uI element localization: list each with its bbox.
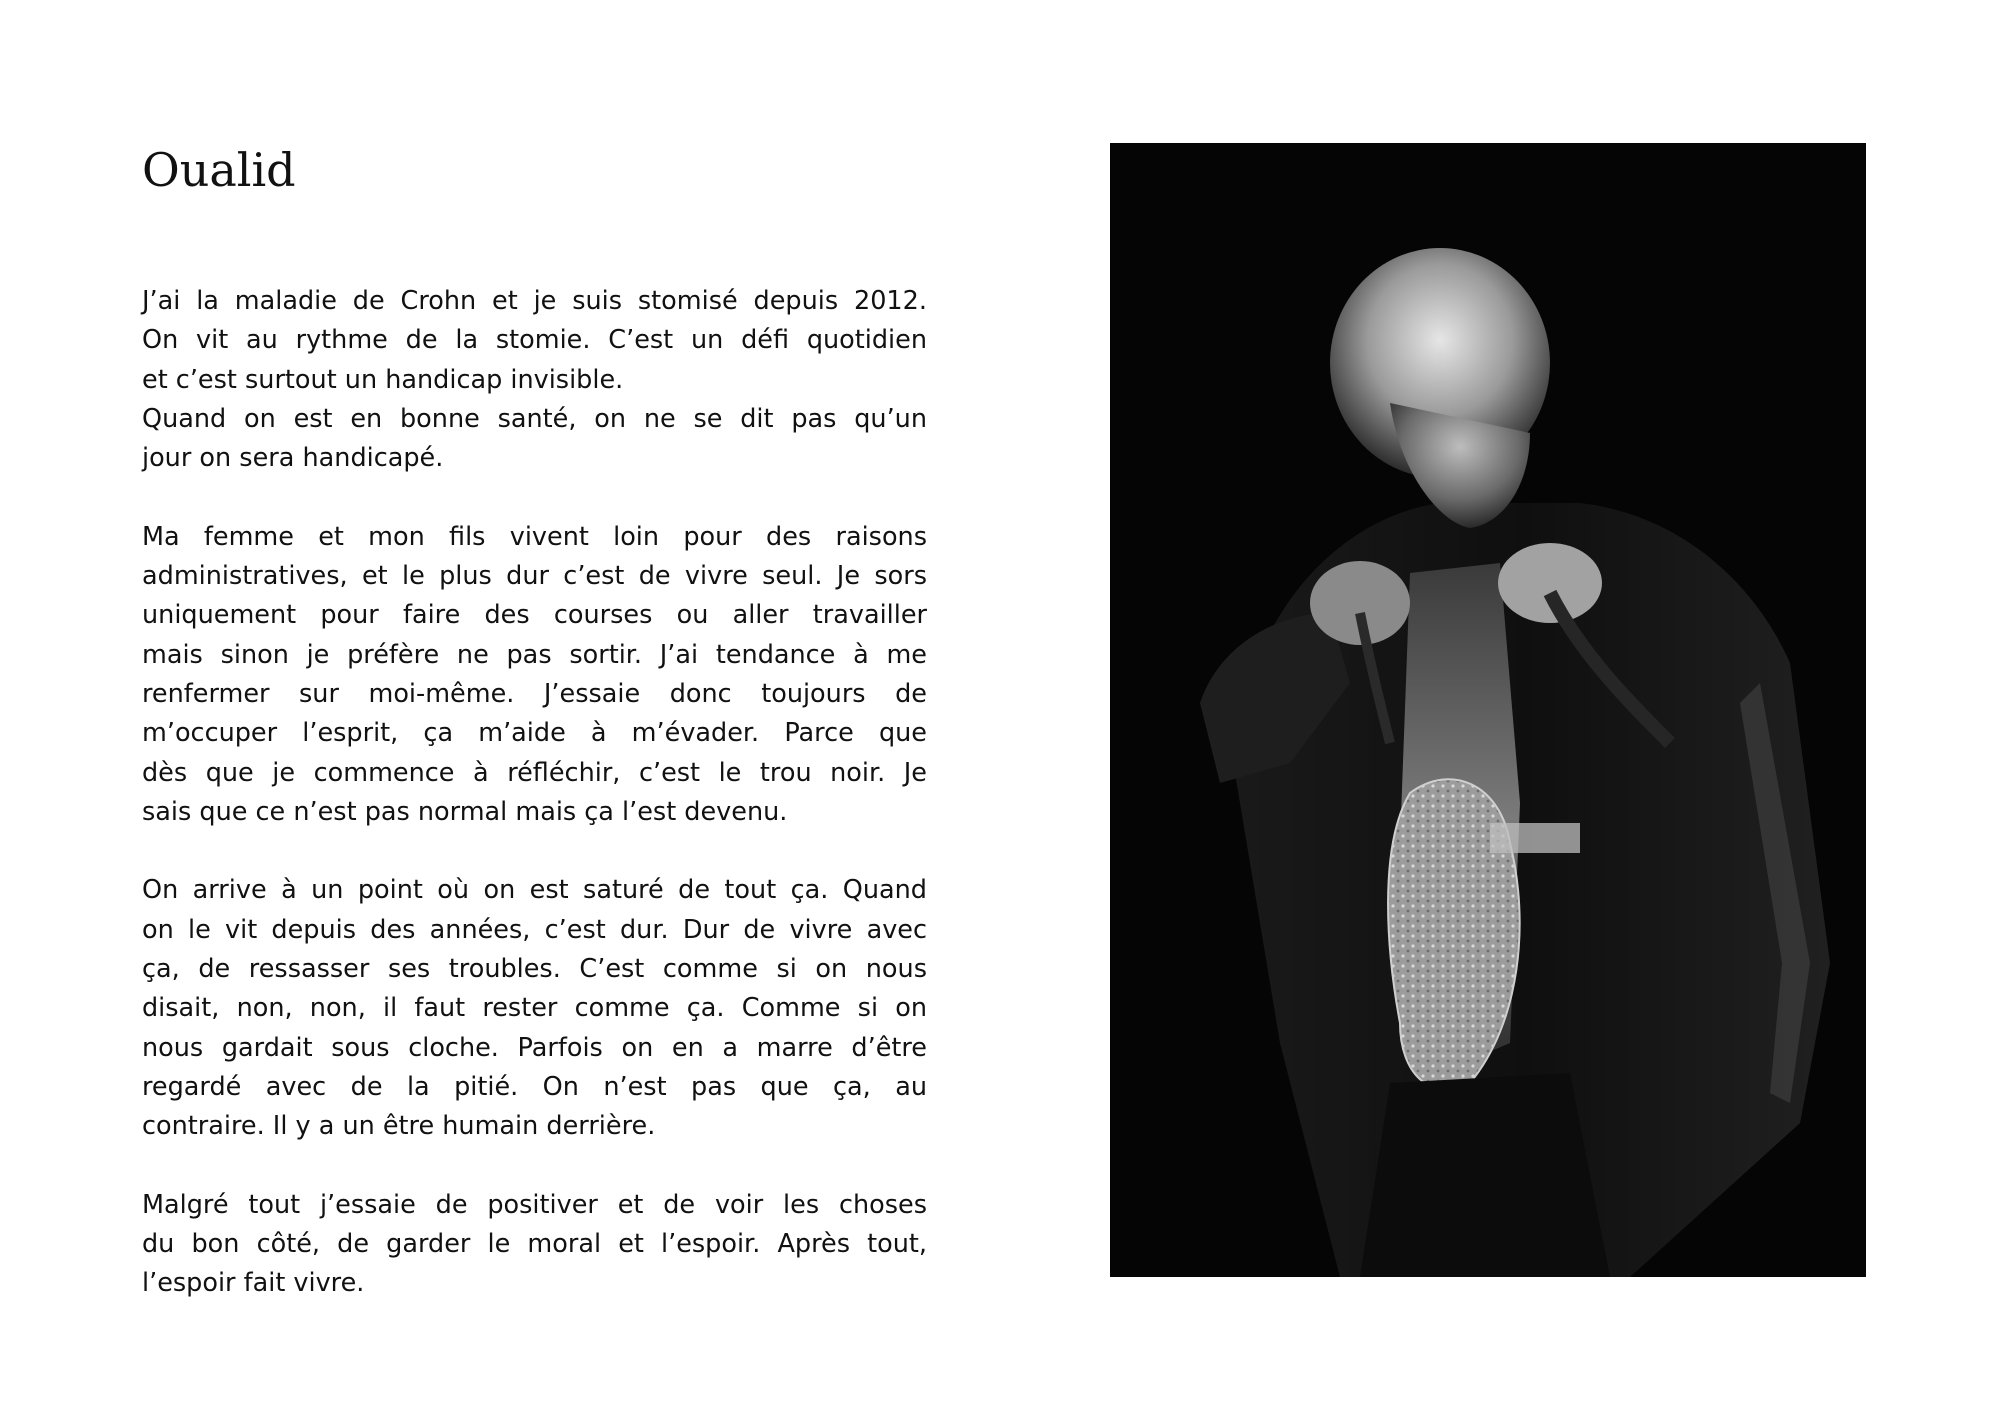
testimony-text <box>142 282 927 1304</box>
text-line: contraire. Il y a un être humain derrière. <box>142 1111 656 1142</box>
text-line: renfermer sur moi-même. J’essaie donc toujours de <box>142 678 927 709</box>
text-line: On vit au rythme de la stomie. C’est un défi quotidien <box>142 325 927 356</box>
text-line: ça, de ressasser ses troubles. C’est comme si on nous <box>142 954 927 985</box>
paragraph-1 <box>142 282 927 478</box>
text-line: et c’est surtout un handicap invisible. <box>142 364 624 395</box>
text-line: Ma femme et mon fils vivent loin pour des raisons <box>142 521 927 552</box>
text-line: J’ai la maladie de Crohn et je suis stomisé depuis 2012. <box>142 286 927 316</box>
text-line: jour on sera handicapé. <box>142 443 444 474</box>
text-line: dès que je commence à réfléchir, c’est le trou noir. Je <box>142 757 927 788</box>
right-hand <box>1498 543 1602 623</box>
text-line: regardé avec de la pitié. On n’est pas que ça, au <box>142 1071 927 1102</box>
text-line: uniquement pour faire des courses ou aller travailler <box>142 600 927 631</box>
text-line: On arrive à un point où on est saturé de tout ça. Quand <box>142 875 927 906</box>
page-title: Oualid <box>142 143 296 197</box>
text-line: administratives, et le plus dur c’est de vivre seul. Je sors <box>142 561 927 592</box>
text-line: sais que ce n’est pas normal mais ça l’est devenu. <box>142 796 788 827</box>
text-line: disait, non, non, il faut rester comme ça. Comme si on <box>142 993 927 1024</box>
paragraph-2 <box>142 518 927 832</box>
text-line: l’espoir fait vivre. <box>142 1268 365 1299</box>
portrait-illustration <box>1110 143 1866 1277</box>
text-line: on le vit depuis des années, c’est dur. Dur de vivre avec <box>142 914 927 945</box>
paragraph-3 <box>142 871 927 1146</box>
text-line: m’occuper l’esprit, ça m’aide à m’évader. Parce que <box>142 718 927 749</box>
text-line: nous gardait sous cloche. Parfois on en a marre d’être <box>142 1032 927 1063</box>
text-line: du bon côté, de garder le moral et l’espoir. Après tout, <box>142 1229 927 1260</box>
text-line: mais sinon je préfère ne pas sortir. J’ai tendance à me <box>142 639 927 670</box>
portrait-photo <box>1110 143 1866 1277</box>
text-line: Quand on est en bonne santé, on ne se dit pas qu’un <box>142 403 927 434</box>
text-line: Malgré tout j’essaie de positiver et de voir les choses <box>142 1189 927 1220</box>
paragraph-4 <box>142 1186 927 1304</box>
